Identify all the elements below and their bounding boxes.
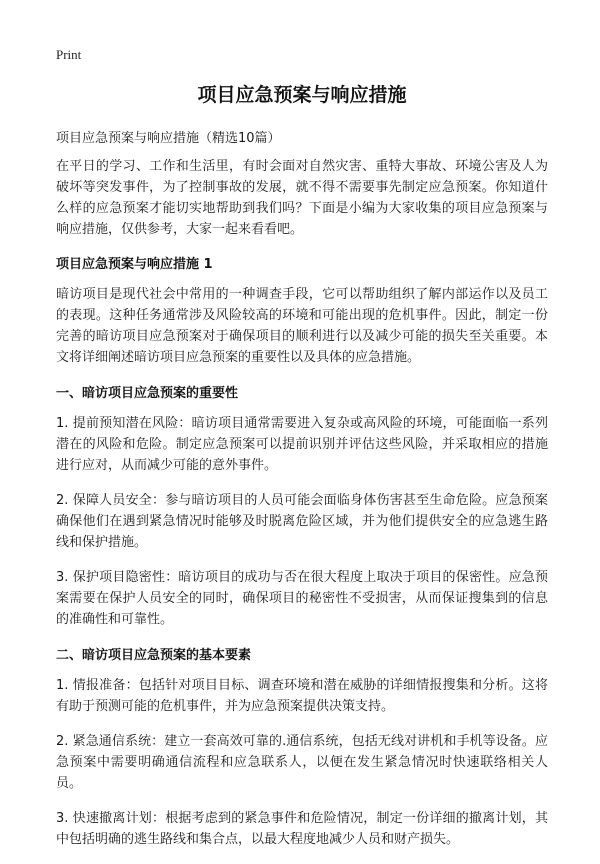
print-label: Print xyxy=(56,47,82,62)
importance-item: 2. 保障人员安全：参与暗访项目的人员可能会面临身体伤害甚至生命危险。应急预案确保他们在遇到紧急情况时能够及时脱离危险区域，并为他们提供安全的应急逃生路线和保护措施。 xyxy=(56,493,548,550)
intro-paragraph: 在平日的学习、工作和生活里，有时会面对自然灾害、重特大事故、环境公害及人为破坏等突发事件，为了控制事故的发展，就不得不需要事先制定应急预案。你知道什么样的应急预案才能切实地帮助到我们吗？下面是小编为大家收集的项目应急预案与响应措施，仅供参考，大家一起来看看吧。 xyxy=(56,159,548,237)
importance-item: 1. 提前预知潜在风险：暗访项目通常需要进入复杂或高风险的环境，可能面临一系列潜在的风险和危险。制定应急预案可以提前识别并评估这些风险，并采取相应的措施进行应对，从而减少可能的意外事件。 xyxy=(56,416,548,473)
section-paragraph: 暗访项目是现代社会中常用的一种调查手段，它可以帮助组织了解内部运作以及员工的表现。这种任务通常涉及风险较高的环境和可能出现的危机事件。因此，制定一份完善的暗访项目应急预案对于确保项目的顺利进行以及减少可能的损失至关重要。本文将详细阐述暗访项目应急预案的重要性以及具体的应急措施。 xyxy=(56,287,548,365)
section-heading-1: 项目应急预案与响应措施 1 xyxy=(56,257,213,272)
element-item: 3. 快速撤离计划：根据考虑到的紧急事件和危险情况，制定一份详细的撤离计划，其中包括明确的逃生路线和集合点，以最大程度地减少人员和财产损失。 xyxy=(56,811,548,847)
document-subtitle: 项目应急预案与响应措施（精选10篇） xyxy=(56,131,281,146)
heading-elements: 二、暗访项目应急预案的基本要素 xyxy=(56,648,252,663)
importance-item: 3. 保护项目隐密性：暗访项目的成功与否在很大程度上取决于项目的保密性。应急预案需要在保护人员安全的同时，确保项目的秘密性不受损害，从而保证搜集到的信息的准确性和可靠性。 xyxy=(56,570,548,627)
heading-importance: 一、暗访项目应急预案的重要性 xyxy=(56,386,239,401)
element-item: 2. 紧急通信系统：建立一套高效可靠的.通信系统，包括无线对讲机和手机等设备。应急预案中需要明确通信流程和应急联系人，以便在发生紧急情况时快速联络相关人员。 xyxy=(56,734,548,791)
element-item: 1. 情报准备：包括针对项目目标、调查环境和潜在威胁的详细情报搜集和分析。这将有助于预测可能的危机事件，并为应急预案提供决策支持。 xyxy=(56,678,548,714)
document-page xyxy=(56,80,548,864)
page-title: 项目应急预案与响应措施 xyxy=(197,84,407,106)
